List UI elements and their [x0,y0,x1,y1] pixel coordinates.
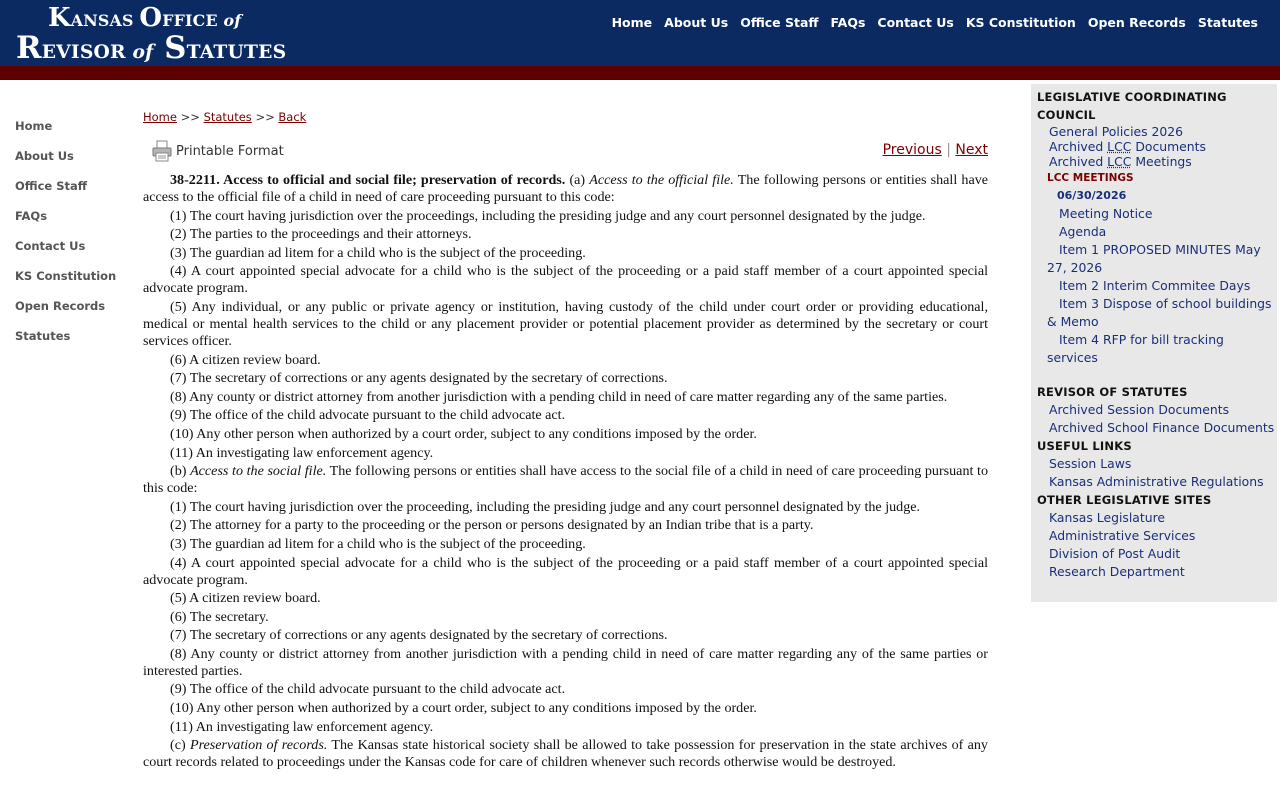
breadcrumb-separator: >> [255,110,275,124]
logo-of: of [132,41,154,63]
subsection-heading: Access to the social file. [190,463,327,480]
sidebar-link-kansas-admin-regulations[interactable]: Kansas Administrative Regulations [1049,474,1264,489]
useful-links-heading: USEFUL LINKS [1037,439,1132,453]
lcc-heading: LEGISLATIVE COORDINATING COUNCIL [1037,90,1227,122]
link-text: Archived [1049,139,1108,154]
top-nav [612,15,1258,30]
logo-letter: O [139,3,163,33]
main-content [143,110,988,773]
next-link[interactable]: Next [955,142,988,158]
statute-item: (7) The secretary of corrections or any agents designated by the secretary of corrections. [170,370,668,387]
statute-item: (5) A citizen review board. [170,590,321,607]
logo-letter: K [48,3,71,33]
sidebar-link-general-policies[interactable] [1031,124,1277,139]
printable-format-link[interactable] [151,140,284,162]
meeting-item-agenda[interactable]: Agenda [1059,224,1107,239]
link-text: Archived [1049,154,1108,169]
header-accent-bar [0,66,1280,80]
sidebar-link-kansas-legislature[interactable]: Kansas Legislature [1049,510,1166,525]
statute-item: (6) The secretary. [170,608,269,625]
meeting-item-2[interactable]: Item 2 Interim Commitee Days [1059,278,1251,293]
statute-title: 38-2211. Access to official and social file; preservation of records. [170,172,566,188]
lcc-abbr: LCC [1107,139,1132,154]
subsection-intro: The following persons or entities shall have access to the official file of a child in need of care proceeding pursuant to this code: [143,172,988,205]
subsection-marker: (b) [170,463,187,480]
statute-paragraph-c [143,737,988,771]
sidebar-link-archived-session-documents[interactable]: Archived Session Documents [1049,402,1230,417]
subsection-text: The Kansas state historical society shall be allowed to take possession for preservation in the state archives of any court records related to proceedings under the Kansas code for care of children whenever such records otherwise would be destroyed. [143,737,988,771]
statute-item: (3) The guardian ad litem for a child who is the subject of the proceeding. [170,535,586,552]
sidebar-link-administrative-services[interactable]: Administrative Services [1049,528,1196,543]
left-nav [15,118,116,358]
meeting-item-1[interactable]: Item 1 PROPOSED MINUTES May 27, 2026 [1047,242,1261,275]
top-nav-home[interactable]: Home [611,15,653,30]
subsection-intro: The following persons or entities shall have access to the social file of a child in need of care proceeding pursuant to this code: [143,463,988,497]
link-text: Documents [1131,139,1206,154]
left-nav-open-records[interactable]: Open Records [15,299,106,313]
site-logo-line2[interactable] [16,30,286,66]
statute-item: (4) A court appointed special advocate for a child who is the subject of the proceeding or a paid staff member of a court appointed special advocate program. [143,554,988,588]
logo-of: of [223,11,242,30]
statute-item: (6) A citizen review board. [170,351,321,368]
lcc-meetings-label: LCC MEETINGS [1047,172,1134,184]
statute-item: (10) Any other person when authorized by a court order, subject to any conditions imposed by the order. [170,425,757,442]
subsection-heading: Access to the official file. [589,172,734,188]
left-nav-office-staff[interactable]: Office Staff [15,179,88,193]
subsection-marker: (c) [170,737,186,754]
statute-paragraph-a [143,172,988,206]
statute-text [143,172,988,771]
link-text: Meetings [1131,154,1192,169]
logo-text: TATUTES [186,41,287,63]
other-sites-heading: OTHER LEGISLATIVE SITES [1037,493,1212,507]
right-sidebar [1031,84,1277,602]
statute-item: (9) The office of the child advocate pursuant to the child advocate act. [170,407,566,424]
statute-item: (1) The court having jurisdiction over the proceeding, including the presiding judge and any court personnel designated by the judge. [170,498,921,515]
top-nav-office-staff[interactable]: Office Staff [740,15,819,30]
pager-divider: | [946,142,951,158]
statute-item: (3) The guardian ad litem for a child who is the subject of the proceeding. [170,244,586,261]
revisor-heading: REVISOR OF STATUTES [1037,385,1188,399]
sidebar-link-session-laws[interactable]: Session Laws [1049,456,1132,471]
statute-item: (8) Any county or district attorney from another jurisdiction with a pending child in need of care matter regarding any of the same parties or interested parties. [143,645,988,679]
sidebar-link-archived-lcc-meetings[interactable] [1031,154,1277,169]
breadcrumb-separator: >> [180,110,200,124]
top-nav-statutes[interactable]: Statutes [1197,15,1258,30]
previous-link[interactable]: Previous [882,142,942,158]
sidebar-link-archived-lcc-documents[interactable] [1031,139,1277,154]
printer-icon [151,140,173,162]
statute-pager [883,142,988,158]
left-nav-contact-us[interactable]: Contact Us [15,239,86,253]
breadcrumb-home[interactable]: Home [143,110,177,124]
subsection-heading: Preservation of records. [189,737,328,754]
statute-item: (1) The court having jurisdiction over the proceedings, including the presiding judge and any court personnel designated by the judge. [170,207,926,224]
statute-item: (2) The attorney for a party to the proceeding or the person or persons designated by an Indian tribe that is a party. [170,517,814,534]
left-nav-about-us[interactable]: About Us [15,149,74,163]
meeting-item-notice[interactable]: Meeting Notice [1059,206,1153,221]
printable-format-label: Printable Format [176,143,284,159]
statute-item: (11) An investigating law enforcement agency. [170,444,434,461]
statute-item: (10) Any other person when authorized by a court order, subject to any conditions imposed by the order. [170,700,757,717]
statute-item: (7) The secretary of corrections or any agents designated by the secretary of corrections. [170,627,668,644]
subsection-marker: (a) [569,172,586,188]
top-nav-faqs[interactable]: FAQs [830,15,866,30]
breadcrumb-statutes[interactable]: Statutes [203,110,252,124]
meeting-item-4[interactable]: Item 4 RFP for bill tracking services [1047,332,1224,365]
breadcrumb [143,110,988,124]
sidebar-link-division-post-audit[interactable]: Division of Post Audit [1049,546,1181,561]
logo-text: ANSAS [70,11,140,30]
sidebar-link-archived-school-finance[interactable]: Archived School Finance Documents [1049,420,1275,435]
logo-text: FFICE [162,11,224,30]
logo-text: EVISOR [41,41,133,63]
site-header [0,0,1280,66]
left-nav-ks-constitution[interactable]: KS Constitution [15,269,117,283]
statute-paragraph-b [143,463,988,497]
top-nav-about-us[interactable]: About Us [664,15,729,30]
lcc-abbr: LCC [1107,154,1132,169]
statute-item: (4) A court appointed special advocate for a child who is the subject of the proceeding or a paid staff member of a court appointed special advocate program. [143,263,988,297]
logo-letter: R [16,30,42,66]
left-nav-home[interactable]: Home [15,119,53,133]
logo-letter: S [153,30,187,66]
top-nav-open-records[interactable]: Open Records [1087,15,1186,30]
meeting-date: 06/30/2026 [1057,189,1127,202]
sidebar-link-research-department[interactable]: Research Department [1049,564,1185,579]
statute-toolbar [143,132,988,172]
meeting-item-3[interactable]: Item 3 Dispose of school buildings & Memo [1047,296,1272,329]
link-text: General Policies 2026 [1049,124,1184,139]
left-nav-statutes[interactable]: Statutes [15,329,71,343]
site-logo-line1[interactable] [48,3,241,33]
top-nav-contact-us[interactable]: Contact Us [877,15,954,30]
statute-item: (8) Any county or district attorney from another jurisdiction with a pending child in need of care matter regarding any of the same parties. [170,388,948,405]
statute-item: (11) An investigating law enforcement agency. [170,718,434,735]
left-nav-faqs[interactable]: FAQs [15,209,48,223]
breadcrumb-back[interactable]: Back [278,110,307,124]
statute-item: (5) Any individual, or any public or private agency or institution, having custody of the child under court order or providing educational, medical or mental health services to the child or any placement provider or potential placement provider as determined by the secretary or court services officer. [143,298,988,349]
statute-item: (9) The office of the child advocate pursuant to the child advocate act. [170,681,566,698]
top-nav-ks-constitution[interactable]: KS Constitution [965,15,1076,30]
statute-item: (2) The parties to the proceedings and their attorneys. [170,226,472,243]
